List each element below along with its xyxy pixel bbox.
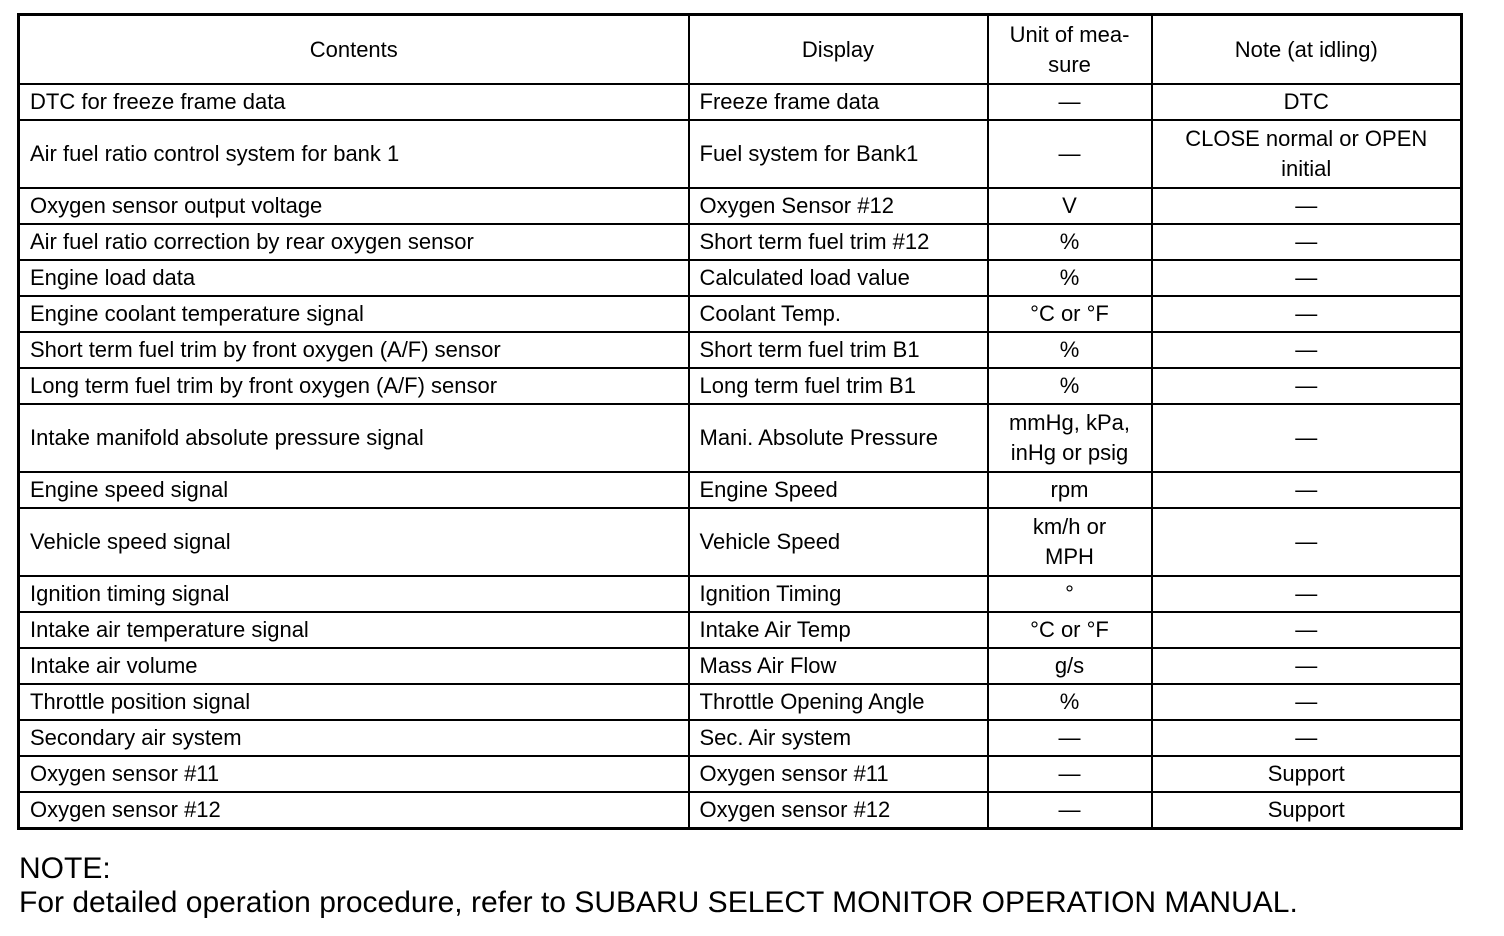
cell-note: — (1152, 224, 1462, 260)
cell-contents: Intake air temperature signal (19, 612, 689, 648)
cell-contents: Oxygen sensor output voltage (19, 188, 689, 224)
table-row (19, 684, 1462, 720)
cell-contents: Short term fuel trim by front oxygen (A/F) sensor (19, 332, 689, 368)
cell-contents: Air fuel ratio correction by rear oxygen sensor (19, 224, 689, 260)
cell-contents: Throttle position signal (19, 684, 689, 720)
table-row (19, 720, 1462, 756)
table-row (19, 296, 1462, 332)
table-row (19, 756, 1462, 792)
cell-unit: °C or °F (988, 612, 1152, 648)
note-label: NOTE: (19, 852, 111, 885)
table-row (19, 224, 1462, 260)
cell-note-line-2: initial (1281, 156, 1332, 181)
table-row (19, 368, 1462, 404)
cell-unit: V (988, 188, 1152, 224)
cell-display: Mani. Absolute Pressure (689, 404, 988, 472)
cell-unit (988, 508, 1152, 576)
cell-contents: Intake manifold absolute pressure signal (19, 404, 689, 472)
cell-note: — (1152, 404, 1462, 472)
cell-contents: DTC for freeze frame data (19, 84, 689, 120)
table-row (19, 508, 1462, 576)
cell-display: Engine Speed (689, 472, 988, 508)
cell-contents: Engine load data (19, 260, 689, 296)
cell-display: Short term fuel trim #12 (689, 224, 988, 260)
cell-contents: Intake air volume (19, 648, 689, 684)
table-row (19, 472, 1462, 508)
header-unit (988, 15, 1152, 85)
cell-unit: % (988, 260, 1152, 296)
cell-display: Short term fuel trim B1 (689, 332, 988, 368)
cell-note: — (1152, 368, 1462, 404)
cell-display: Mass Air Flow (689, 648, 988, 684)
cell-unit: % (988, 332, 1152, 368)
cell-display: Oxygen Sensor #12 (689, 188, 988, 224)
cell-unit (988, 404, 1152, 472)
table-row (19, 260, 1462, 296)
cell-contents: Engine coolant temperature signal (19, 296, 689, 332)
freeze-frame-data-table (17, 13, 1463, 830)
table-row (19, 120, 1462, 188)
cell-contents: Oxygen sensor #11 (19, 756, 689, 792)
cell-note: — (1152, 296, 1462, 332)
cell-contents: Vehicle speed signal (19, 508, 689, 576)
header-unit-line-2: sure (1048, 51, 1091, 77)
cell-unit: rpm (988, 472, 1152, 508)
cell-unit: — (988, 756, 1152, 792)
header-display: Display (689, 15, 988, 85)
cell-unit: % (988, 224, 1152, 260)
cell-contents: Long term fuel trim by front oxygen (A/F) sensor (19, 368, 689, 404)
cell-note: — (1152, 576, 1462, 612)
cell-display: Sec. Air system (689, 720, 988, 756)
cell-display: Oxygen sensor #11 (689, 756, 988, 792)
cell-note: — (1152, 684, 1462, 720)
cell-note: — (1152, 720, 1462, 756)
cell-note: — (1152, 332, 1462, 368)
cell-unit-line-1: mmHg, kPa, (1008, 410, 1131, 435)
cell-unit-line-2: inHg or psig (1010, 440, 1129, 465)
cell-unit: g/s (988, 648, 1152, 684)
cell-unit-line-1: km/h or (1032, 514, 1107, 539)
header-contents: Contents (19, 15, 689, 85)
cell-note: — (1152, 188, 1462, 224)
table-row (19, 792, 1462, 829)
header-unit-line-1: Unit of mea- (1009, 21, 1130, 47)
cell-note: — (1152, 612, 1462, 648)
cell-unit: ° (988, 576, 1152, 612)
cell-note-line-1: CLOSE normal or OPEN (1185, 126, 1428, 151)
cell-note: — (1152, 472, 1462, 508)
cell-note: — (1152, 648, 1462, 684)
table-row (19, 612, 1462, 648)
cell-display: Oxygen sensor #12 (689, 792, 988, 829)
cell-note: — (1152, 260, 1462, 296)
cell-note: Support (1152, 792, 1462, 829)
cell-note: DTC (1152, 84, 1462, 120)
cell-unit: % (988, 684, 1152, 720)
cell-display: Intake Air Temp (689, 612, 988, 648)
cell-display: Freeze frame data (689, 84, 988, 120)
cell-unit: — (988, 792, 1152, 829)
cell-unit-line-2: MPH (1045, 544, 1094, 569)
cell-display: Throttle Opening Angle (689, 684, 988, 720)
cell-display: Long term fuel trim B1 (689, 368, 988, 404)
cell-contents: Ignition timing signal (19, 576, 689, 612)
cell-display: Vehicle Speed (689, 508, 988, 576)
table-row (19, 576, 1462, 612)
cell-unit: % (988, 368, 1152, 404)
cell-contents: Oxygen sensor #12 (19, 792, 689, 829)
cell-contents: Engine speed signal (19, 472, 689, 508)
cell-unit: — (988, 720, 1152, 756)
cell-note (1152, 120, 1462, 188)
cell-note: Support (1152, 756, 1462, 792)
cell-unit: — (988, 84, 1152, 120)
table-row (19, 332, 1462, 368)
cell-note: — (1152, 508, 1462, 576)
table-row (19, 648, 1462, 684)
cell-display: Ignition Timing (689, 576, 988, 612)
cell-display: Fuel system for Bank1 (689, 120, 988, 188)
header-note: Note (at idling) (1152, 15, 1462, 85)
note-text: For detailed operation procedure, refer to SUBARU SELECT MONITOR OPERATION MANUAL. (19, 886, 1298, 919)
cell-contents: Secondary air system (19, 720, 689, 756)
cell-unit: — (988, 120, 1152, 188)
cell-display: Coolant Temp. (689, 296, 988, 332)
cell-unit: °C or °F (988, 296, 1152, 332)
table-header-row (19, 15, 1462, 85)
table-row (19, 84, 1462, 120)
table-row (19, 188, 1462, 224)
cell-display: Calculated load value (689, 260, 988, 296)
table-row (19, 404, 1462, 472)
cell-contents: Air fuel ratio control system for bank 1 (19, 120, 689, 188)
note-block (19, 852, 1298, 920)
